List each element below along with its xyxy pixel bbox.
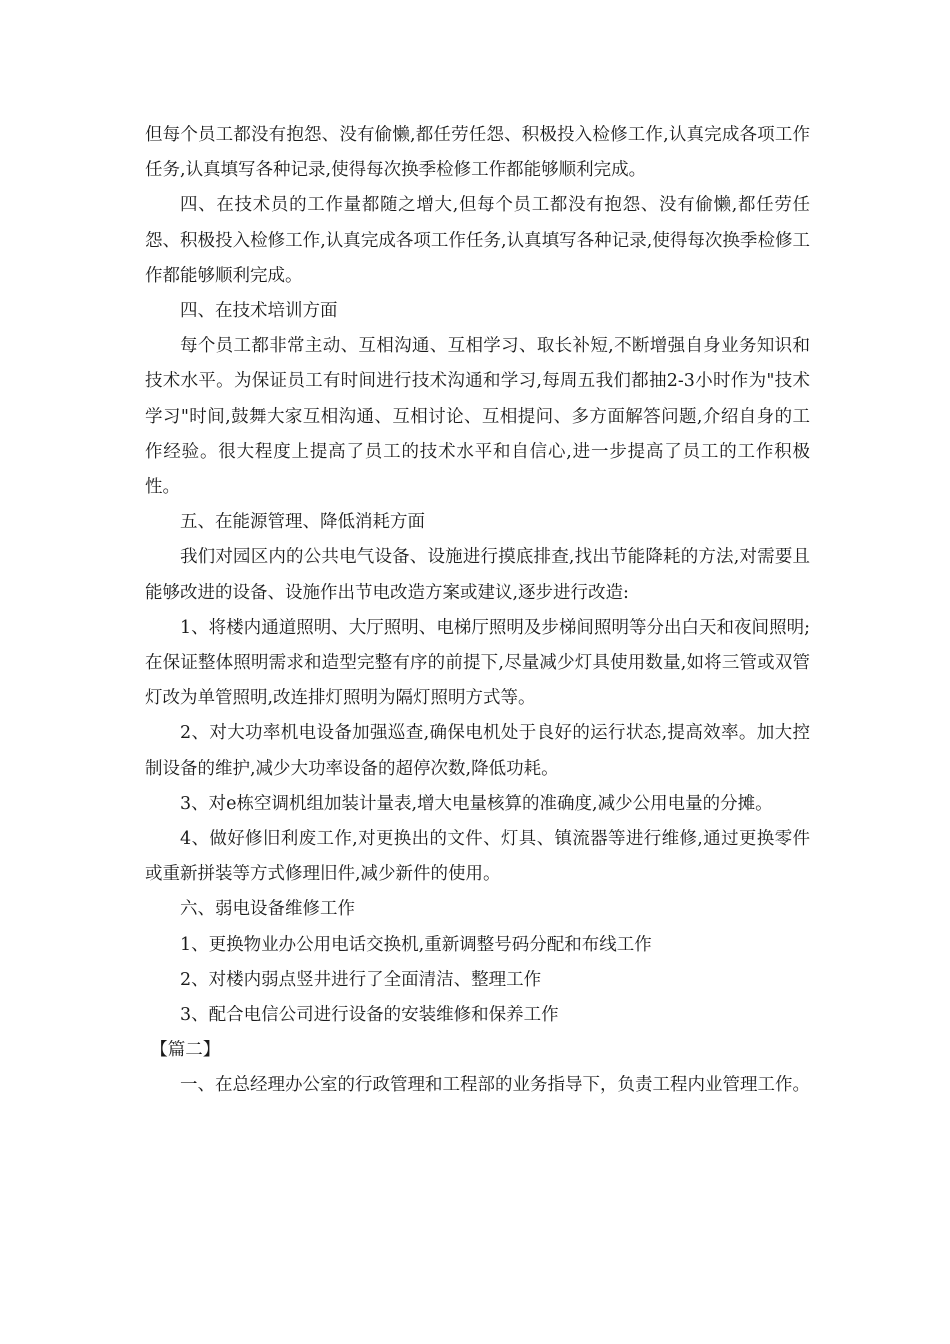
list-item-energy-3: 3、对e栋空调机组加装计量表,增大电量核算的准确度,减少公用电量的分摊。: [180, 793, 773, 814]
list-item-energy-1: 1、将楼内通道照明、大厅照明、电梯厅照明及步梯间照明等分出白天和夜间照明;在保证整体照明需求和造型完整有序的前提下,尽量减少灯具使用数量,如将三管或双管灯改为单管照明,改连排灯照明为隔灯照明方式等。: [145, 617, 810, 709]
list-item-weak-current-2: 2、对楼内弱点竖井进行了全面清洁、整理工作: [180, 969, 542, 990]
paragraph-part-two-1: 一、在总经理办公室的行政管理和工程部的业务指导下，负责工程内业管理工作。: [180, 1075, 810, 1096]
section-heading-weak-current: 六、弱电设备维修工作: [180, 899, 355, 920]
list-item-energy-4: 4、做好修旧利废工作,对更换出的文件、灯具、镇流器等进行维修,通过更换零件或重新拼装等方式修理旧件,减少新件的使用。: [145, 829, 810, 885]
list-item-weak-current-1: 1、更换物业办公用电话交换机,重新调整号码分配和布线工作: [180, 934, 652, 955]
part-two-heading: 【篇二】: [150, 1040, 221, 1061]
section-heading-energy: 五、在能源管理、降低消耗方面: [180, 512, 425, 533]
paragraph-continuation: 但每个员工都没有抱怨、没有偷懒,都任劳任怨、积极投入检修工作,认真完成各项工作任务,认真填写各种记录,使得每次换季检修工作都能够顺利完成。: [145, 125, 810, 181]
paragraph-technician-workload: 四、在技术员的工作量都随之增大,但每个员工都没有抱怨、没有偷懒,都任劳任怨、积极投入检修工作,认真完成各项工作任务,认真填写各种记录,使得每次换季检修工作都能够顺利完成。: [145, 195, 810, 286]
document-body: [145, 118, 810, 1104]
list-item-energy-2: 2、对大功率机电设备加强巡查,确保电机处于良好的运行状态,提高效率。加大控制设备的维护,减少大功率设备的超停次数,降低功耗。: [145, 723, 810, 779]
list-item-weak-current-3: 3、配合电信公司进行设备的安装维修和保养工作: [180, 1005, 559, 1026]
paragraph-training: 每个员工都非常主动、互相沟通、互相学习、取长补短,不断增强自身业务知识和技术水平。为保证员工有时间进行技术沟通和学习,每周五我们都抽2-3小时作为"技术学习"时间,鼓舞大家互相沟通、互相讨论、互相提问、多方面解答问题,介绍自身的工作经验。很大程度上提高了员工的技术水平和自信心,进一步提高了员工的工作积极性。: [145, 336, 810, 498]
paragraph-energy-intro: 我们对园区内的公共电气设备、设施进行摸底排查,找出节能降耗的方法,对需要且能够改进的设备、设施作出节电改造方案或建议,逐步进行改造:: [145, 547, 810, 603]
section-heading-training: 四、在技术培训方面: [180, 301, 338, 322]
